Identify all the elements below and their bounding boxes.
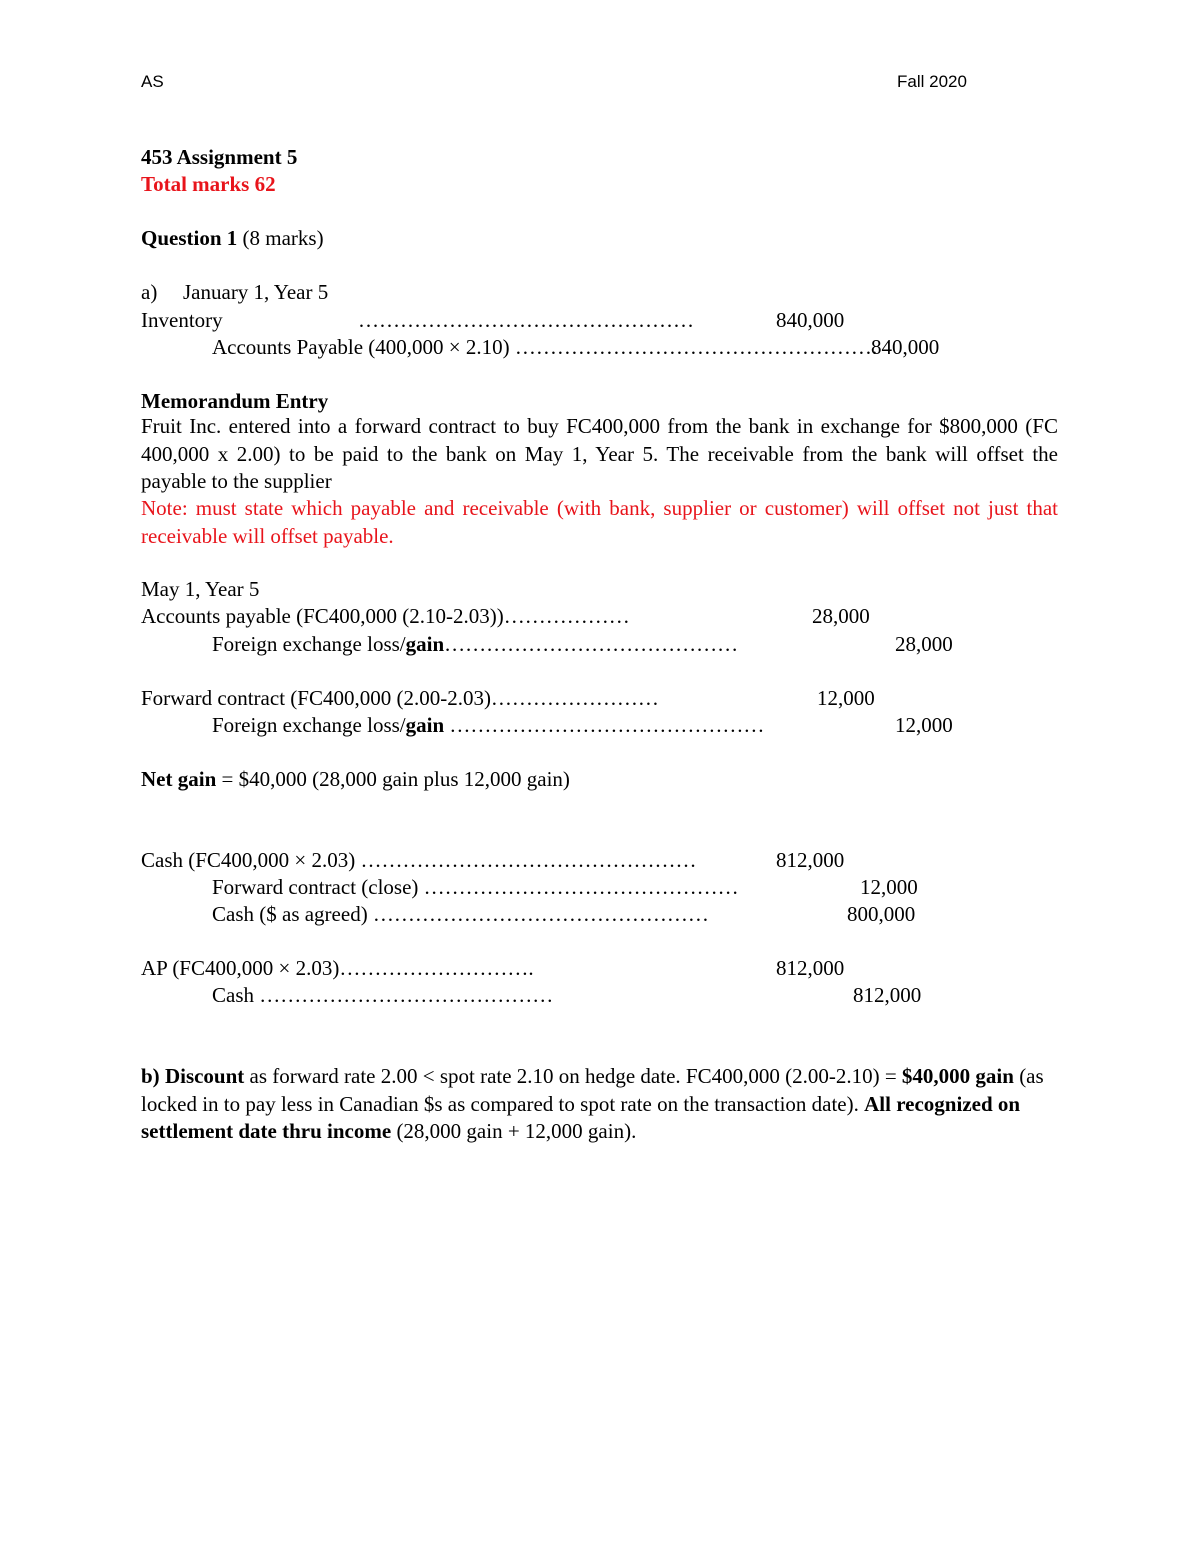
may-e1-credit-bold: gain — [405, 632, 445, 656]
entry1-debit: Inventory — [141, 308, 223, 332]
part-b-bold1: Discount — [159, 1064, 245, 1088]
may-e1-debit: Accounts payable (FC400,000 (2.10-2.03))……………… — [141, 604, 630, 628]
part-a-label: a) — [141, 280, 158, 304]
question-marks: (8 marks) — [237, 226, 324, 250]
entry1-debit-dots: ………………………………………… — [358, 308, 694, 332]
may-e2-credit — [212, 715, 764, 736]
page-title: 453 Assignment 5 — [141, 145, 298, 169]
memo-text: Fruit Inc. entered into a forward contract to buy FC400,000 from the bank in exchange for $800,000 (FC 400,000 x 2.00) to be paid to the bank on May 1, Year 5. The receivable from the bank will offset the payable to the supplier — [141, 414, 1058, 493]
may-e2-credit-dots: ……………………………………… — [444, 713, 765, 737]
may-date: May 1, Year 5 — [141, 577, 260, 601]
part-b-text3: (28,000 gain + 12,000 gain). — [391, 1119, 637, 1143]
part-b-text1: as forward rate 2.00 < spot rate 2.10 on hedge date. FC400,000 (2.00-2.10) = — [244, 1064, 902, 1088]
net-gain-text: = $40,000 (28,000 gain plus 12,000 gain) — [216, 767, 570, 791]
may-e1-credit-pre: Foreign exchange loss/ — [212, 632, 406, 656]
may-e4-debit: AP (FC400,000 × 2.03)………………………. — [141, 956, 534, 980]
net-gain — [141, 769, 570, 790]
may-e3-credit1-amount: 12,000 — [860, 875, 918, 899]
may-e2-debit: Forward contract (FC400,000 (2.00-2.03)…………………… — [141, 686, 659, 710]
question-heading — [141, 228, 324, 249]
may-e3-debit-amount: 812,000 — [776, 848, 845, 872]
may-e2-credit-bold: gain — [405, 713, 445, 737]
part-b-label: b) — [141, 1064, 160, 1088]
part-b-text2: (as locked in to pay less in Canadian $s as compared to spot rate on the transaction date). — [141, 1064, 1044, 1116]
may-e3-credit2: Cash ($ as agreed) ………………………………………… — [212, 902, 709, 926]
part-b-bold3: All recognized on settlement date thru income — [141, 1091, 1021, 1143]
net-gain-label: Net gain — [141, 767, 217, 791]
may-e1-credit-dots: …………………………………… — [444, 632, 739, 656]
may-e3-credit2-amount: 800,000 — [847, 902, 916, 926]
header-right: Fall 2020 — [897, 72, 967, 91]
may-e4-debit-amount: 812,000 — [776, 956, 845, 980]
may-e2-credit-pre: Foreign exchange loss/ — [212, 713, 406, 737]
question-label: Question 1 — [141, 226, 238, 250]
may-e4-credit: Cash …………………………………… — [212, 983, 554, 1007]
may-e1-credit — [212, 634, 738, 655]
memo-note: Note: must state which payable and receivable (with bank, supplier or customer) will offset not just that receivable will offset payable. — [141, 496, 1058, 548]
entry1-credit: Accounts Payable (400,000 × 2.10) ……………………………………………. — [212, 335, 878, 359]
header-left: AS — [141, 72, 164, 91]
part-a-date: January 1, Year 5 — [183, 280, 329, 304]
part-b-paragraph — [141, 1063, 1058, 1146]
may-e3-credit1: Forward contract (close) ……………………………………… — [212, 875, 739, 899]
total-marks: Total marks 62 — [141, 172, 276, 196]
entry1-debit-amount: 840,000 — [776, 308, 845, 332]
may-e2-credit-amount: 12,000 — [895, 713, 953, 737]
memo-heading: Memorandum Entry — [141, 389, 329, 413]
part-b-bold2: $40,000 gain — [901, 1064, 1014, 1088]
may-e3-debit: Cash (FC400,000 × 2.03) ………………………………………… — [141, 848, 697, 872]
may-e1-debit-amount: 28,000 — [812, 604, 870, 628]
may-e2-debit-amount: 12,000 — [817, 686, 875, 710]
may-e4-credit-amount: 812,000 — [853, 983, 922, 1007]
entry1-credit-amount: 840,000 — [871, 335, 940, 359]
may-e1-credit-amount: 28,000 — [895, 632, 953, 656]
